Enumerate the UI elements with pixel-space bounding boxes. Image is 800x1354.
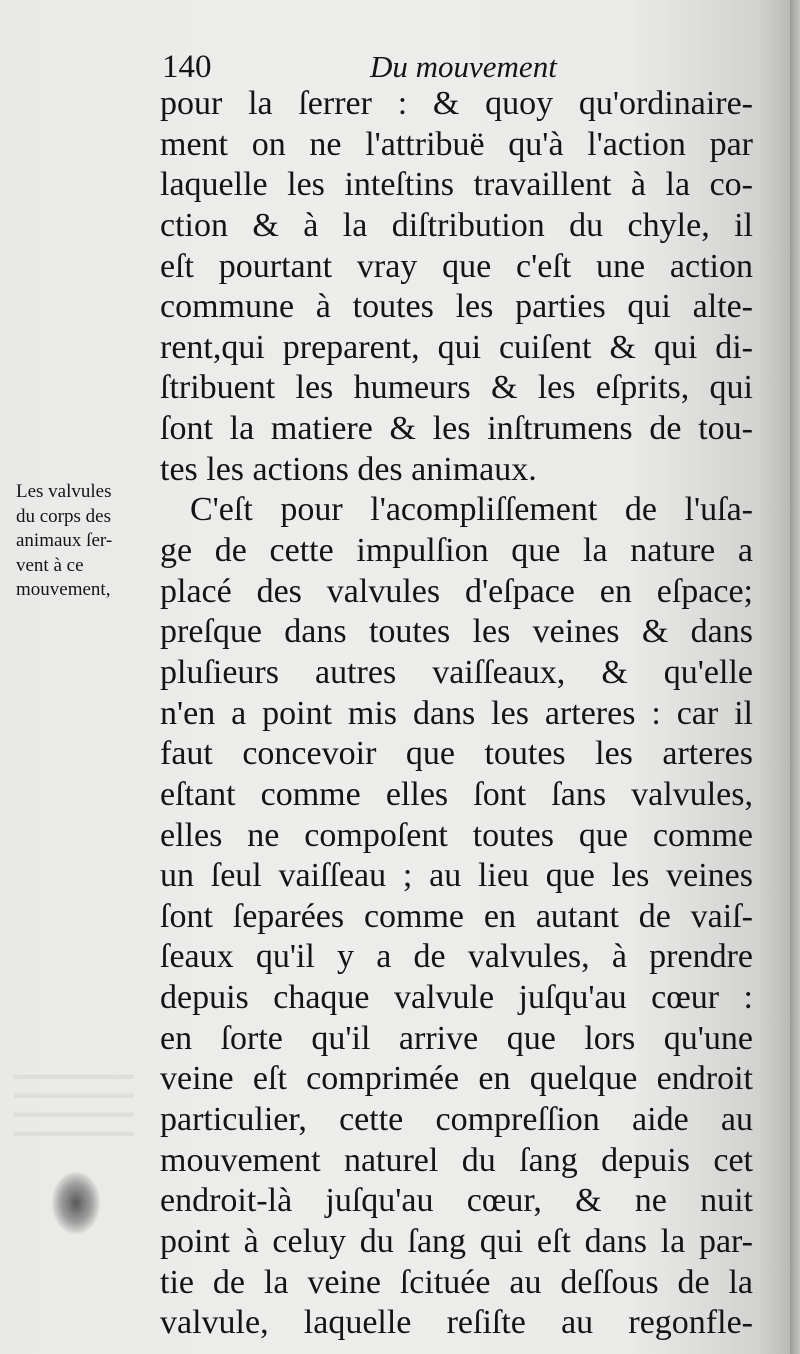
text-line: ſont la matiere & les inſtrumens de tou- [160,410,753,448]
text-line: n'en a point mis dans les arteres : car il [160,694,753,732]
paragraph-first-line: C'eſt pour l'acompliſſement de l'uſa- [190,491,753,529]
text-line: elles ne compoſent toutes que comme [160,816,753,854]
text-line: depuis chaque valvule juſqu'au cœur : [160,979,753,1017]
ink-bleed-through [14,1060,134,1150]
text-line: point à celuy du ſang qui eſt dans la par- [160,1222,753,1260]
text-line: ment on ne l'attribuë qu'à l'action par [160,125,753,163]
text-line: eſt pourtant vray que c'eſt une action [160,247,753,285]
marginal-note-line: animaux ſer- [16,530,113,551]
page-number: 140 [162,49,212,85]
body-text [160,84,753,1344]
text-line: ſeaux qu'il y a de valvules, à prendre [160,938,753,976]
text-line: preſque dans toutes les veines & dans [160,613,753,651]
text-line: rent,qui preparent, qui cuiſent & qui di- [160,328,753,366]
text-line: un ſeul vaiſſeau ; au lieu que les veines [160,857,753,895]
page-edge [790,0,800,1354]
text-line: en ſorte qu'il arrive que lors qu'une [160,1019,753,1057]
text-line: ſtribuent les humeurs & les eſprits, qui [160,369,753,407]
text-line: laquelle les inteſtins travaillent à la co- [160,166,753,204]
ink-smudge [52,1172,100,1234]
marginal-note-line: mouvement, [16,579,111,600]
text-line: eſtant comme elles ſont ſans valvules, [160,775,753,813]
text-line: tie de la veine ſcituée au deſſous de la [160,1263,753,1301]
marginal-note-line: vent à ce [16,554,84,576]
text-line: ge de cette impulſion que la nature a [160,532,753,570]
text-line: mouvement naturel du ſang depuis cet [160,1141,753,1179]
text-line: pluſieurs autres vaiſſeaux, & qu'elle [160,653,753,691]
text-line: ction & à la diſtribution du chyle, il [160,206,753,244]
running-head: Du mouvement [370,49,557,84]
text-line: placé des valvules d'eſpace en eſpace; [160,572,753,610]
marginal-note-line: du corps des [16,505,111,527]
text-line: commune à toutes les parties qui alte- [160,288,753,326]
text-line: pour la ſerrer : & quoy qu'ordinaire- [160,85,753,122]
text-line: faut concevoir que toutes les arteres [160,735,753,773]
paragraph-end-line: tes les actions des animaux. [160,450,537,488]
text-line: valvule, laquelle reſiſte au regonfle- [160,1304,753,1342]
text-line: endroit-là juſqu'au cœur, & ne nuit [160,1182,753,1220]
text-line: ſont ſeparées comme en autant de vaiſ- [160,897,753,935]
text-line: veine eſt comprimée en quelque endroit [160,1060,753,1098]
marginal-note-line: Les valvules [16,481,112,502]
text-line: particulier, cette compreſſion aide au [160,1101,753,1139]
marginal-note [16,480,158,603]
